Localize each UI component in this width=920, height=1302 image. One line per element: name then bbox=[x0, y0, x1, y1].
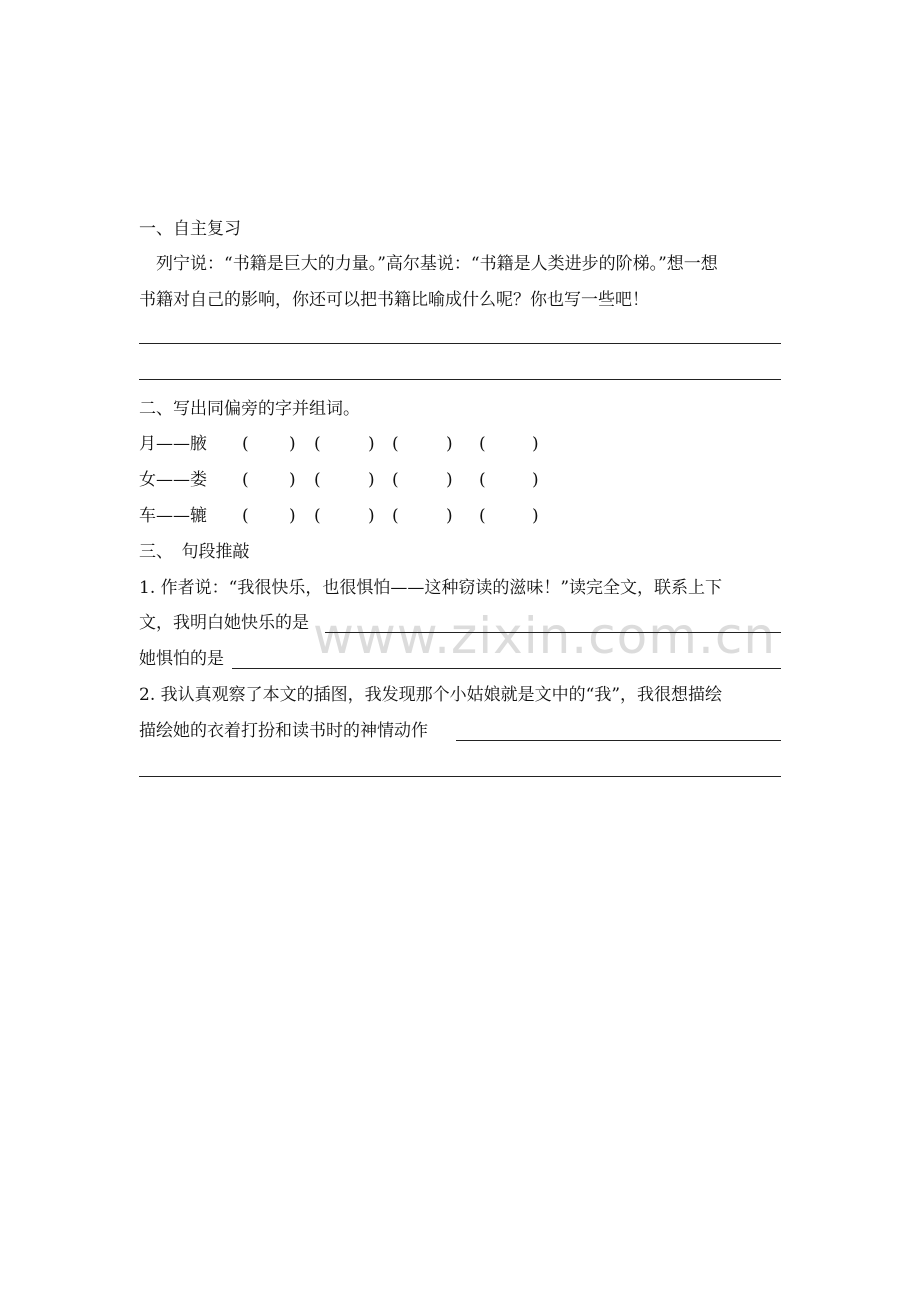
paren-open: ( bbox=[242, 506, 249, 526]
answer-line-happy[interactable] bbox=[325, 632, 781, 633]
question2-line1: 2. 我认真观察了本文的插图，我发现那个小姑娘就是文中的“我”，我很想描绘 bbox=[139, 685, 723, 705]
paren-open: ( bbox=[479, 470, 486, 490]
section3-heading: 三、 句段推敲 bbox=[139, 542, 250, 562]
paren-open: ( bbox=[479, 434, 486, 454]
radical-row-label: 车——辘 bbox=[139, 506, 207, 526]
question1-line2: 文，我明白她快乐的是 bbox=[139, 613, 309, 633]
section1-heading: 一、自主复习 bbox=[139, 219, 241, 239]
answer-line-description-2[interactable] bbox=[139, 776, 781, 777]
question2-line2: 描绘她的衣着打扮和读书时的神情动作 bbox=[139, 721, 428, 741]
paren-close: ) bbox=[368, 470, 375, 490]
watermark: www.zixin.com.cn bbox=[313, 607, 777, 665]
paren-open: ( bbox=[242, 470, 249, 490]
paren-open: ( bbox=[392, 506, 399, 526]
paren-close: ) bbox=[532, 506, 539, 526]
paren-close: ) bbox=[368, 506, 375, 526]
section2-heading: 二、写出同偏旁的字并组词。 bbox=[139, 399, 360, 419]
answer-line-1[interactable] bbox=[139, 343, 781, 344]
paren-open: ( bbox=[392, 470, 399, 490]
paren-open: ( bbox=[242, 434, 249, 454]
paren-close: ) bbox=[446, 470, 453, 490]
question1-line3: 她惧怕的是 bbox=[139, 649, 224, 669]
paren-close: ) bbox=[289, 506, 296, 526]
paren-close: ) bbox=[368, 434, 375, 454]
paren-open: ( bbox=[314, 434, 321, 454]
paren-close: ) bbox=[289, 434, 296, 454]
answer-line-description[interactable] bbox=[456, 740, 781, 741]
paren-open: ( bbox=[314, 506, 321, 526]
radical-row-label: 月——腋 bbox=[139, 434, 207, 454]
answer-line-fear[interactable] bbox=[232, 668, 781, 669]
paren-open: ( bbox=[479, 506, 486, 526]
paren-close: ) bbox=[532, 434, 539, 454]
section1-paragraph-line1: 列宁说：“书籍是巨大的力量。”高尔基说：“书籍是人类进步的阶梯。”想一想 bbox=[139, 254, 718, 274]
paren-close: ) bbox=[289, 470, 296, 490]
paren-close: ) bbox=[532, 470, 539, 490]
question1-line1: 1. 作者说：“我很快乐，也很惧怕——这种窃读的滋味！”读完全文，联系上下 bbox=[139, 578, 723, 598]
section1-paragraph-line2: 书籍对自己的影响，你还可以把书籍比喻成什么呢？你也写一些吧！ bbox=[139, 290, 649, 310]
paren-open: ( bbox=[314, 470, 321, 490]
paren-close: ) bbox=[446, 506, 453, 526]
radical-row-label: 女——娄 bbox=[139, 470, 207, 490]
paren-open: ( bbox=[392, 434, 399, 454]
answer-line-2[interactable] bbox=[139, 379, 781, 380]
paren-close: ) bbox=[446, 434, 453, 454]
